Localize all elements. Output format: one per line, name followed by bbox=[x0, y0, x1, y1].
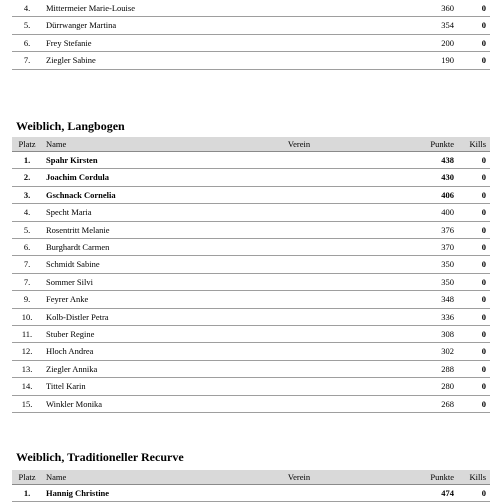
cell-kills: 0 bbox=[460, 239, 490, 256]
cell-rank: 2. bbox=[12, 169, 42, 186]
header-rank: Platz bbox=[12, 137, 42, 152]
cell-name: Rosentritt Melanie bbox=[42, 221, 188, 238]
cell-name: Kolb-Distler Petra bbox=[42, 308, 188, 325]
cell-rank: 1. bbox=[12, 152, 42, 169]
table-row bbox=[12, 52, 490, 69]
table-row bbox=[12, 17, 490, 34]
cell-kills: 0 bbox=[460, 485, 490, 502]
table-row bbox=[12, 485, 490, 502]
cell-kills: 0 bbox=[460, 326, 490, 343]
cell-points: 336 bbox=[410, 308, 460, 325]
cell-rank: 7. bbox=[12, 256, 42, 273]
header-points: Punkte bbox=[410, 137, 460, 152]
table-row bbox=[12, 186, 490, 203]
cell-name: Tittel Karin bbox=[42, 378, 188, 395]
cell-name: Burghardt Carmen bbox=[42, 239, 188, 256]
cell-kills: 0 bbox=[460, 221, 490, 238]
cell-name: Mittermeier Marie-Louise bbox=[42, 0, 188, 17]
cell-club bbox=[188, 378, 410, 395]
table-row bbox=[12, 378, 490, 395]
table-row bbox=[12, 256, 490, 273]
cell-kills: 0 bbox=[460, 152, 490, 169]
cell-name: Dürrwanger Martina bbox=[42, 17, 188, 34]
table-row bbox=[12, 326, 490, 343]
cell-points: 360 bbox=[410, 0, 460, 17]
cell-rank: 4. bbox=[12, 204, 42, 221]
table-row bbox=[12, 169, 490, 186]
cell-points: 268 bbox=[410, 395, 460, 412]
cell-points: 406 bbox=[410, 186, 460, 203]
table-row bbox=[12, 360, 490, 377]
cell-rank: 13. bbox=[12, 360, 42, 377]
cell-name: Spahr Kirsten bbox=[42, 152, 188, 169]
cell-club bbox=[188, 221, 410, 238]
cell-club bbox=[188, 0, 410, 17]
cell-name: Winkler Monika bbox=[42, 395, 188, 412]
table-row bbox=[12, 308, 490, 325]
cell-club bbox=[188, 17, 410, 34]
header-rank: Platz bbox=[12, 470, 42, 485]
cell-rank: 1. bbox=[12, 485, 42, 502]
header-kills: Kills bbox=[460, 137, 490, 152]
cell-points: 438 bbox=[410, 152, 460, 169]
cell-club bbox=[188, 186, 410, 203]
cell-kills: 0 bbox=[460, 186, 490, 203]
results-table-langbogen bbox=[12, 137, 490, 413]
cell-points: 474 bbox=[410, 485, 460, 502]
cell-club bbox=[188, 34, 410, 51]
header-club: Verein bbox=[188, 137, 410, 152]
cell-club bbox=[188, 152, 410, 169]
header-points: Punkte bbox=[410, 470, 460, 485]
cell-club bbox=[188, 204, 410, 221]
cell-kills: 0 bbox=[460, 204, 490, 221]
cell-kills: 0 bbox=[460, 17, 490, 34]
cell-kills: 0 bbox=[460, 169, 490, 186]
header-name: Name bbox=[42, 470, 188, 485]
cell-club bbox=[188, 485, 410, 502]
cell-kills: 0 bbox=[460, 378, 490, 395]
table-row bbox=[12, 291, 490, 308]
cell-points: 370 bbox=[410, 239, 460, 256]
header-club: Verein bbox=[188, 470, 410, 485]
cell-club bbox=[188, 360, 410, 377]
section-title-langbogen: Weiblich, Langbogen bbox=[16, 119, 125, 133]
header-name: Name bbox=[42, 137, 188, 152]
cell-kills: 0 bbox=[460, 52, 490, 69]
cell-rank: 4. bbox=[12, 0, 42, 17]
header-kills: Kills bbox=[460, 470, 490, 485]
cell-points: 354 bbox=[410, 17, 460, 34]
cell-name: Hloch Andrea bbox=[42, 343, 188, 360]
cell-rank: 9. bbox=[12, 291, 42, 308]
cell-rank: 3. bbox=[12, 186, 42, 203]
cell-name: Joachim Cordula bbox=[42, 169, 188, 186]
table-row bbox=[12, 204, 490, 221]
cell-club bbox=[188, 343, 410, 360]
cell-kills: 0 bbox=[460, 0, 490, 17]
cell-rank: 5. bbox=[12, 17, 42, 34]
cell-kills: 0 bbox=[460, 360, 490, 377]
cell-points: 288 bbox=[410, 360, 460, 377]
cell-name: Sommer Silvi bbox=[42, 273, 188, 290]
cell-club bbox=[188, 395, 410, 412]
cell-club bbox=[188, 273, 410, 290]
cell-rank: 11. bbox=[12, 326, 42, 343]
cell-points: 308 bbox=[410, 326, 460, 343]
cell-rank: 5. bbox=[12, 221, 42, 238]
cell-points: 376 bbox=[410, 221, 460, 238]
table-row bbox=[12, 0, 490, 17]
cell-rank: 6. bbox=[12, 34, 42, 51]
table-row bbox=[12, 273, 490, 290]
cell-club bbox=[188, 291, 410, 308]
cell-name: Feyrer Anke bbox=[42, 291, 188, 308]
cell-rank: 6. bbox=[12, 239, 42, 256]
table-row bbox=[12, 34, 490, 51]
cell-points: 190 bbox=[410, 52, 460, 69]
table-row bbox=[12, 221, 490, 238]
cell-points: 302 bbox=[410, 343, 460, 360]
cell-kills: 0 bbox=[460, 291, 490, 308]
table-row bbox=[12, 343, 490, 360]
table-row bbox=[12, 239, 490, 256]
cell-kills: 0 bbox=[460, 343, 490, 360]
cell-points: 348 bbox=[410, 291, 460, 308]
cell-kills: 0 bbox=[460, 395, 490, 412]
cell-name: Stuber Regine bbox=[42, 326, 188, 343]
cell-name: Frey Stefanie bbox=[42, 34, 188, 51]
cell-club bbox=[188, 308, 410, 325]
cell-name: Hannig Christine bbox=[42, 485, 188, 502]
table-row bbox=[12, 152, 490, 169]
cell-points: 400 bbox=[410, 204, 460, 221]
cell-kills: 0 bbox=[460, 273, 490, 290]
cell-club bbox=[188, 256, 410, 273]
cell-name: Ziegler Annika bbox=[42, 360, 188, 377]
cell-points: 430 bbox=[410, 169, 460, 186]
table-header-row bbox=[12, 470, 490, 485]
cell-kills: 0 bbox=[460, 256, 490, 273]
table-row bbox=[12, 395, 490, 412]
cell-points: 200 bbox=[410, 34, 460, 51]
cell-club bbox=[188, 52, 410, 69]
cell-rank: 10. bbox=[12, 308, 42, 325]
cell-name: Schmidt Sabine bbox=[42, 256, 188, 273]
cell-club bbox=[188, 169, 410, 186]
results-table-top bbox=[12, 0, 490, 70]
cell-kills: 0 bbox=[460, 34, 490, 51]
cell-name: Ziegler Sabine bbox=[42, 52, 188, 69]
results-table-trad-recurve bbox=[12, 470, 490, 502]
cell-kills: 0 bbox=[460, 308, 490, 325]
cell-rank: 7. bbox=[12, 273, 42, 290]
table-header-row bbox=[12, 137, 490, 152]
cell-rank: 12. bbox=[12, 343, 42, 360]
cell-points: 350 bbox=[410, 273, 460, 290]
cell-points: 280 bbox=[410, 378, 460, 395]
cell-rank: 14. bbox=[12, 378, 42, 395]
cell-name: Gschnack Cornelia bbox=[42, 186, 188, 203]
cell-name: Specht Maria bbox=[42, 204, 188, 221]
cell-rank: 7. bbox=[12, 52, 42, 69]
section-title-trad-recurve: Weiblich, Traditioneller Recurve bbox=[16, 450, 184, 464]
cell-club bbox=[188, 326, 410, 343]
cell-club bbox=[188, 239, 410, 256]
cell-points: 350 bbox=[410, 256, 460, 273]
cell-rank: 15. bbox=[12, 395, 42, 412]
